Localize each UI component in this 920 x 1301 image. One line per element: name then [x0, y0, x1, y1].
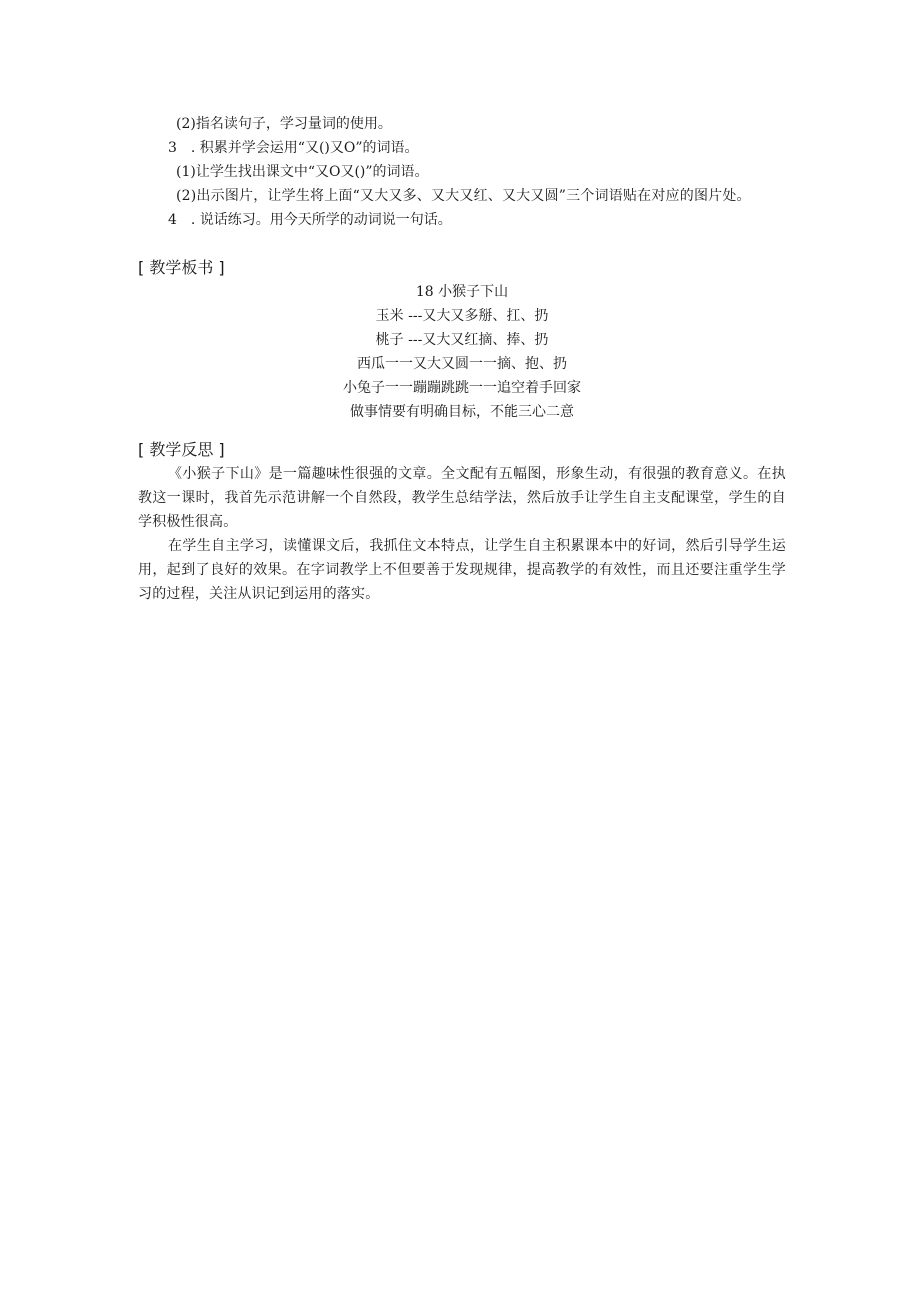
document-body — [138, 112, 786, 606]
board-line: 桃子 ---又大又红摘、捧、扔 — [375, 332, 549, 348]
board-title: 18 小猴子下山 — [415, 284, 509, 300]
step-3-1: (1)让学生找出课文中“又O又()”的词语。 — [176, 164, 429, 180]
board-line: 小兔子一一蹦蹦跳跳一一追空着手回家 — [343, 380, 581, 396]
step-3: 3 . 积累并学会运用“又()又O”的词语。 — [168, 140, 419, 156]
step-2-2: (2)指名读句子，学习量词的使用。 — [176, 116, 392, 132]
board-heading: [ 教学板书 ] — [138, 258, 225, 277]
reflection-paragraph: 《小猴子下山》是一篇趣味性很强的文章。全文配有五幅图，形象生动，有很强的教育意义。在执教这一课时，我首先示范讲解一个自然段，教学生总结学法，然后放手让学生自主支配课堂，学生的自学积极性很高。 — [138, 466, 786, 530]
step-4: 4 . 说话练习。用今天所学的动词说一句话。 — [168, 212, 452, 228]
reflection-section — [138, 462, 786, 606]
reflection-heading: [ 教学反思 ] — [138, 440, 225, 459]
board-line: 西瓜一一又大又圆一一摘、抱、扔 — [357, 356, 567, 372]
blackboard-outline — [138, 280, 786, 424]
reflection-paragraph: 在学生自主学习，读懂课文后，我抓住文本特点，让学生自主积累课本中的好词，然后引导学生运用，起到了良好的效果。在字词教学上不但要善于发现规律，提高教学的有效性，而且还要注重学生学习的过程，关注从识记到运用的落实。 — [138, 538, 786, 602]
step-3-2: (2)出示图片，让学生将上面“又大又多、又大又红、又大又圆”三个词语贴在对应的图片处。 — [176, 188, 751, 204]
board-line: 做事情要有明确目标，不能三心二意 — [350, 404, 574, 420]
board-line: 玉米 ---又大又多掰、扛、扔 — [375, 308, 549, 324]
